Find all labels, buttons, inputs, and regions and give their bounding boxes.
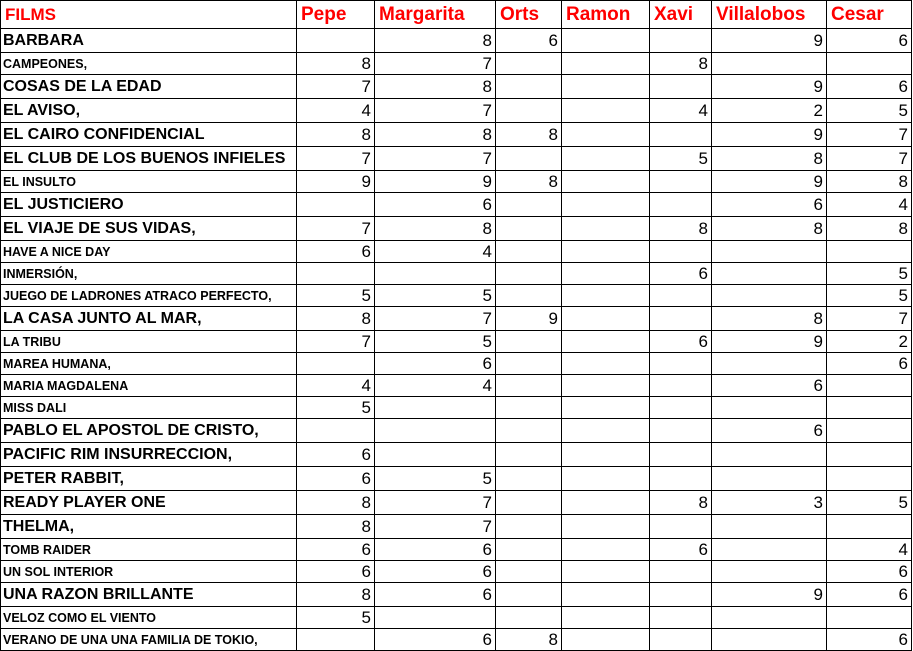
score-cell-pepe[interactable] xyxy=(297,263,375,285)
score-cell-villalobos[interactable] xyxy=(712,561,827,583)
table-row xyxy=(1,193,912,217)
score-cell-ramon[interactable] xyxy=(562,171,650,193)
score-cell-pepe[interactable]: 8 xyxy=(297,491,375,515)
score-cell-villalobos[interactable] xyxy=(712,467,827,491)
score-cell-orts[interactable] xyxy=(496,491,562,515)
score-cell-xavi[interactable] xyxy=(650,241,712,263)
score-cell-cesar[interactable]: 5 xyxy=(827,285,912,307)
score-cell-xavi[interactable] xyxy=(650,443,712,467)
score-cell-orts[interactable]: 8 xyxy=(496,123,562,147)
score-cell-pepe[interactable]: 8 xyxy=(297,583,375,607)
score-cell-ramon[interactable] xyxy=(562,539,650,561)
film-title-cell[interactable]: UN SOL INTERIOR xyxy=(1,561,297,583)
header-pepe[interactable]: Pepe xyxy=(297,1,375,29)
score-cell-margarita[interactable]: 7 xyxy=(375,53,496,75)
header-films[interactable]: FILMS xyxy=(1,1,297,29)
score-cell-villalobos[interactable] xyxy=(712,53,827,75)
score-cell-cesar[interactable] xyxy=(827,419,912,443)
score-cell-margarita[interactable]: 7 xyxy=(375,99,496,123)
score-cell-pepe[interactable]: 6 xyxy=(297,561,375,583)
score-cell-villalobos[interactable] xyxy=(712,629,827,651)
table-row xyxy=(1,561,912,583)
score-cell-orts[interactable] xyxy=(496,331,562,353)
score-cell-ramon[interactable] xyxy=(562,53,650,75)
score-cell-cesar[interactable]: 6 xyxy=(827,629,912,651)
film-title-cell[interactable]: EL INSULTO xyxy=(1,171,297,193)
score-cell-pepe[interactable]: 6 xyxy=(297,241,375,263)
score-cell-orts[interactable] xyxy=(496,397,562,419)
score-cell-xavi[interactable] xyxy=(650,353,712,375)
score-cell-xavi[interactable]: 8 xyxy=(650,491,712,515)
table-row xyxy=(1,75,912,99)
score-cell-pepe[interactable]: 8 xyxy=(297,123,375,147)
table-row xyxy=(1,147,912,171)
score-cell-margarita[interactable]: 5 xyxy=(375,331,496,353)
score-cell-margarita[interactable] xyxy=(375,607,496,629)
score-cell-villalobos[interactable] xyxy=(712,263,827,285)
score-cell-pepe[interactable]: 8 xyxy=(297,515,375,539)
score-cell-xavi[interactable] xyxy=(650,307,712,331)
score-cell-cesar[interactable]: 7 xyxy=(827,147,912,171)
film-title-cell[interactable]: MISS DALI xyxy=(1,397,297,419)
score-cell-margarita[interactable]: 4 xyxy=(375,375,496,397)
score-cell-cesar[interactable]: 6 xyxy=(827,583,912,607)
score-cell-orts[interactable] xyxy=(496,353,562,375)
score-cell-cesar[interactable]: 4 xyxy=(827,539,912,561)
score-cell-pepe[interactable] xyxy=(297,29,375,53)
score-cell-orts[interactable] xyxy=(496,75,562,99)
score-cell-villalobos[interactable]: 9 xyxy=(712,75,827,99)
film-title-cell[interactable]: EL CLUB DE LOS BUENOS INFIELES xyxy=(1,147,297,171)
film-title-cell[interactable]: EL JUSTICIERO xyxy=(1,193,297,217)
score-cell-pepe[interactable]: 9 xyxy=(297,171,375,193)
table-row xyxy=(1,397,912,419)
film-title-cell[interactable]: INMERSIÓN, xyxy=(1,263,297,285)
score-cell-ramon[interactable] xyxy=(562,307,650,331)
score-cell-orts[interactable] xyxy=(496,583,562,607)
table-row xyxy=(1,491,912,515)
table-row xyxy=(1,263,912,285)
score-cell-cesar[interactable]: 7 xyxy=(827,307,912,331)
score-cell-ramon[interactable] xyxy=(562,353,650,375)
score-cell-cesar[interactable]: 6 xyxy=(827,75,912,99)
score-cell-cesar[interactable] xyxy=(827,467,912,491)
score-cell-orts[interactable] xyxy=(496,285,562,307)
score-cell-orts[interactable] xyxy=(496,375,562,397)
score-cell-pepe[interactable]: 5 xyxy=(297,285,375,307)
score-cell-ramon[interactable] xyxy=(562,491,650,515)
film-title-cell[interactable]: LA CASA JUNTO AL MAR, xyxy=(1,307,297,331)
score-cell-xavi[interactable] xyxy=(650,561,712,583)
film-title-cell[interactable]: PACIFIC RIM INSURRECCION, xyxy=(1,443,297,467)
score-cell-ramon[interactable] xyxy=(562,607,650,629)
score-cell-xavi[interactable] xyxy=(650,515,712,539)
score-cell-xavi[interactable] xyxy=(650,29,712,53)
score-cell-orts[interactable] xyxy=(496,193,562,217)
score-cell-villalobos[interactable] xyxy=(712,397,827,419)
score-cell-orts[interactable] xyxy=(496,217,562,241)
score-cell-villalobos[interactable]: 9 xyxy=(712,583,827,607)
score-cell-ramon[interactable] xyxy=(562,99,650,123)
score-cell-villalobos[interactable]: 9 xyxy=(712,331,827,353)
score-cell-xavi[interactable]: 4 xyxy=(650,99,712,123)
header-ramon[interactable]: Ramon xyxy=(562,1,650,29)
score-cell-pepe[interactable]: 6 xyxy=(297,443,375,467)
score-cell-cesar[interactable]: 8 xyxy=(827,217,912,241)
score-cell-cesar[interactable] xyxy=(827,515,912,539)
score-cell-villalobos[interactable] xyxy=(712,285,827,307)
score-cell-cesar[interactable]: 2 xyxy=(827,331,912,353)
film-title-cell[interactable]: TOMB RAIDER xyxy=(1,539,297,561)
score-cell-villalobos[interactable] xyxy=(712,353,827,375)
score-cell-orts[interactable] xyxy=(496,467,562,491)
score-cell-orts[interactable] xyxy=(496,607,562,629)
table-row xyxy=(1,285,912,307)
score-cell-cesar[interactable] xyxy=(827,241,912,263)
score-cell-cesar[interactable]: 5 xyxy=(827,263,912,285)
score-cell-ramon[interactable] xyxy=(562,217,650,241)
score-cell-ramon[interactable] xyxy=(562,147,650,171)
score-cell-ramon[interactable] xyxy=(562,285,650,307)
score-cell-ramon[interactable] xyxy=(562,397,650,419)
score-cell-cesar[interactable] xyxy=(827,397,912,419)
score-cell-margarita[interactable]: 7 xyxy=(375,147,496,171)
score-cell-pepe[interactable]: 5 xyxy=(297,607,375,629)
score-cell-margarita[interactable]: 7 xyxy=(375,307,496,331)
score-cell-margarita[interactable]: 8 xyxy=(375,217,496,241)
score-cell-margarita[interactable]: 6 xyxy=(375,583,496,607)
score-cell-xavi[interactable]: 6 xyxy=(650,539,712,561)
score-cell-cesar[interactable]: 6 xyxy=(827,561,912,583)
score-cell-ramon[interactable] xyxy=(562,193,650,217)
score-cell-xavi[interactable] xyxy=(650,397,712,419)
table-row xyxy=(1,217,912,241)
score-cell-orts[interactable]: 9 xyxy=(496,307,562,331)
film-title-cell[interactable]: VERANO DE UNA UNA FAMILIA DE TOKIO, xyxy=(1,629,297,651)
score-cell-xavi[interactable] xyxy=(650,171,712,193)
header-villalobos[interactable]: Villalobos xyxy=(712,1,827,29)
score-cell-pepe[interactable] xyxy=(297,353,375,375)
film-title-cell[interactable]: READY PLAYER ONE xyxy=(1,491,297,515)
table-row xyxy=(1,467,912,491)
score-cell-villalobos[interactable] xyxy=(712,515,827,539)
table-row xyxy=(1,629,912,651)
header-row xyxy=(1,1,912,29)
score-cell-margarita[interactable]: 5 xyxy=(375,467,496,491)
score-cell-villalobos[interactable]: 6 xyxy=(712,375,827,397)
table-row xyxy=(1,539,912,561)
score-cell-margarita[interactable]: 6 xyxy=(375,539,496,561)
film-title-cell[interactable]: VELOZ COMO EL VIENTO xyxy=(1,607,297,629)
score-cell-orts[interactable] xyxy=(496,53,562,75)
table-row xyxy=(1,307,912,331)
film-title-cell[interactable]: PABLO EL APOSTOL DE CRISTO, xyxy=(1,419,297,443)
score-cell-villalobos[interactable] xyxy=(712,241,827,263)
score-cell-villalobos[interactable]: 9 xyxy=(712,29,827,53)
score-cell-pepe[interactable]: 7 xyxy=(297,217,375,241)
table-row xyxy=(1,331,912,353)
score-cell-orts[interactable] xyxy=(496,99,562,123)
score-cell-ramon[interactable] xyxy=(562,443,650,467)
score-cell-ramon[interactable] xyxy=(562,467,650,491)
score-cell-margarita[interactable]: 6 xyxy=(375,561,496,583)
score-cell-margarita[interactable]: 7 xyxy=(375,515,496,539)
score-cell-margarita[interactable]: 9 xyxy=(375,171,496,193)
score-cell-pepe[interactable]: 7 xyxy=(297,75,375,99)
score-cell-ramon[interactable] xyxy=(562,241,650,263)
score-cell-ramon[interactable] xyxy=(562,583,650,607)
score-cell-orts[interactable] xyxy=(496,561,562,583)
score-cell-villalobos[interactable] xyxy=(712,443,827,467)
score-cell-margarita[interactable] xyxy=(375,419,496,443)
film-title-cell[interactable]: JUEGO DE LADRONES ATRACO PERFECTO, xyxy=(1,285,297,307)
score-cell-cesar[interactable] xyxy=(827,375,912,397)
film-title-cell[interactable]: HAVE A NICE DAY xyxy=(1,241,297,263)
score-cell-margarita[interactable]: 6 xyxy=(375,193,496,217)
score-cell-orts[interactable] xyxy=(496,539,562,561)
score-cell-ramon[interactable] xyxy=(562,419,650,443)
score-cell-pepe[interactable]: 4 xyxy=(297,99,375,123)
film-title-cell[interactable]: CAMPEONES, xyxy=(1,53,297,75)
score-cell-xavi[interactable]: 8 xyxy=(650,217,712,241)
score-cell-margarita[interactable]: 6 xyxy=(375,353,496,375)
table-row xyxy=(1,53,912,75)
score-cell-cesar[interactable] xyxy=(827,607,912,629)
score-cell-orts[interactable]: 6 xyxy=(496,29,562,53)
score-cell-villalobos[interactable]: 8 xyxy=(712,307,827,331)
score-cell-xavi[interactable] xyxy=(650,419,712,443)
score-cell-margarita[interactable]: 8 xyxy=(375,123,496,147)
score-cell-xavi[interactable] xyxy=(650,123,712,147)
score-cell-pepe[interactable]: 7 xyxy=(297,147,375,171)
score-cell-cesar[interactable]: 6 xyxy=(827,29,912,53)
score-cell-villalobos[interactable]: 6 xyxy=(712,419,827,443)
score-cell-ramon[interactable] xyxy=(562,331,650,353)
score-cell-xavi[interactable]: 8 xyxy=(650,53,712,75)
header-xavi[interactable]: Xavi xyxy=(650,1,712,29)
score-cell-ramon[interactable] xyxy=(562,629,650,651)
score-cell-margarita[interactable]: 4 xyxy=(375,241,496,263)
table-row xyxy=(1,123,912,147)
score-cell-orts[interactable] xyxy=(496,147,562,171)
score-cell-margarita[interactable] xyxy=(375,443,496,467)
score-cell-cesar[interactable]: 4 xyxy=(827,193,912,217)
table-row xyxy=(1,419,912,443)
film-title-cell[interactable]: PETER RABBIT, xyxy=(1,467,297,491)
table-row xyxy=(1,241,912,263)
score-cell-ramon[interactable] xyxy=(562,75,650,99)
score-cell-xavi[interactable] xyxy=(650,375,712,397)
score-cell-pepe[interactable]: 6 xyxy=(297,539,375,561)
score-cell-margarita[interactable] xyxy=(375,397,496,419)
header-margarita[interactable]: Margarita xyxy=(375,1,496,29)
score-cell-villalobos[interactable] xyxy=(712,607,827,629)
score-cell-margarita[interactable]: 8 xyxy=(375,29,496,53)
film-title-cell[interactable]: COSAS DE LA EDAD xyxy=(1,75,297,99)
score-cell-margarita[interactable]: 7 xyxy=(375,491,496,515)
header-cesar[interactable]: Cesar xyxy=(827,1,912,29)
score-cell-cesar[interactable]: 5 xyxy=(827,99,912,123)
score-cell-cesar[interactable] xyxy=(827,53,912,75)
score-cell-margarita[interactable]: 5 xyxy=(375,285,496,307)
score-cell-xavi[interactable]: 6 xyxy=(650,263,712,285)
score-cell-margarita[interactable] xyxy=(375,263,496,285)
film-title-cell[interactable]: UNA RAZON BRILLANTE xyxy=(1,583,297,607)
score-cell-cesar[interactable]: 6 xyxy=(827,353,912,375)
score-cell-pepe[interactable] xyxy=(297,419,375,443)
score-cell-villalobos[interactable]: 9 xyxy=(712,171,827,193)
table-body xyxy=(1,29,912,651)
film-title-cell[interactable]: EL VIAJE DE SUS VIDAS, xyxy=(1,217,297,241)
score-cell-xavi[interactable] xyxy=(650,629,712,651)
table-row xyxy=(1,29,912,53)
score-cell-orts[interactable]: 8 xyxy=(496,629,562,651)
score-cell-ramon[interactable] xyxy=(562,561,650,583)
film-title-cell[interactable]: MAREA HUMANA, xyxy=(1,353,297,375)
table-row xyxy=(1,171,912,193)
score-cell-ramon[interactable] xyxy=(562,375,650,397)
score-cell-villalobos[interactable]: 3 xyxy=(712,491,827,515)
score-cell-ramon[interactable] xyxy=(562,123,650,147)
score-cell-xavi[interactable] xyxy=(650,75,712,99)
table-row xyxy=(1,607,912,629)
score-cell-cesar[interactable]: 8 xyxy=(827,171,912,193)
score-cell-orts[interactable] xyxy=(496,263,562,285)
score-cell-pepe[interactable]: 6 xyxy=(297,467,375,491)
score-cell-ramon[interactable] xyxy=(562,263,650,285)
score-cell-villalobos[interactable] xyxy=(712,539,827,561)
film-title-cell[interactable]: BARBARA xyxy=(1,29,297,53)
film-title-cell[interactable]: EL CAIRO CONFIDENCIAL xyxy=(1,123,297,147)
score-cell-margarita[interactable]: 8 xyxy=(375,75,496,99)
score-cell-pepe[interactable]: 5 xyxy=(297,397,375,419)
table-row xyxy=(1,99,912,123)
score-cell-orts[interactable] xyxy=(496,443,562,467)
film-title-cell[interactable]: THELMA, xyxy=(1,515,297,539)
score-cell-pepe[interactable]: 7 xyxy=(297,331,375,353)
score-cell-pepe[interactable] xyxy=(297,629,375,651)
score-cell-margarita[interactable]: 6 xyxy=(375,629,496,651)
score-cell-xavi[interactable] xyxy=(650,193,712,217)
score-cell-pepe[interactable]: 8 xyxy=(297,53,375,75)
score-cell-ramon[interactable] xyxy=(562,515,650,539)
score-cell-villalobos[interactable]: 2 xyxy=(712,99,827,123)
score-cell-villalobos[interactable]: 9 xyxy=(712,123,827,147)
score-cell-xavi[interactable] xyxy=(650,583,712,607)
film-title-cell[interactable]: EL AVISO, xyxy=(1,99,297,123)
score-cell-xavi[interactable] xyxy=(650,285,712,307)
score-cell-pepe[interactable]: 8 xyxy=(297,307,375,331)
score-cell-villalobos[interactable]: 6 xyxy=(712,193,827,217)
score-cell-xavi[interactable]: 5 xyxy=(650,147,712,171)
score-cell-pepe[interactable] xyxy=(297,193,375,217)
table-row xyxy=(1,375,912,397)
score-cell-cesar[interactable]: 7 xyxy=(827,123,912,147)
table-row xyxy=(1,443,912,467)
table-row xyxy=(1,583,912,607)
score-cell-orts[interactable]: 8 xyxy=(496,171,562,193)
table-row xyxy=(1,515,912,539)
film-title-cell[interactable]: MARIA MAGDALENA xyxy=(1,375,297,397)
score-cell-pepe[interactable]: 4 xyxy=(297,375,375,397)
score-cell-villalobos[interactable]: 8 xyxy=(712,147,827,171)
score-cell-ramon[interactable] xyxy=(562,29,650,53)
score-cell-xavi[interactable] xyxy=(650,467,712,491)
score-cell-xavi[interactable] xyxy=(650,607,712,629)
score-cell-orts[interactable] xyxy=(496,241,562,263)
table-row xyxy=(1,353,912,375)
score-cell-villalobos[interactable]: 8 xyxy=(712,217,827,241)
score-cell-orts[interactable] xyxy=(496,515,562,539)
header-orts[interactable]: Orts xyxy=(496,1,562,29)
score-cell-xavi[interactable]: 6 xyxy=(650,331,712,353)
score-cell-cesar[interactable] xyxy=(827,443,912,467)
score-cell-cesar[interactable]: 5 xyxy=(827,491,912,515)
score-cell-orts[interactable] xyxy=(496,419,562,443)
film-title-cell[interactable]: LA TRIBU xyxy=(1,331,297,353)
